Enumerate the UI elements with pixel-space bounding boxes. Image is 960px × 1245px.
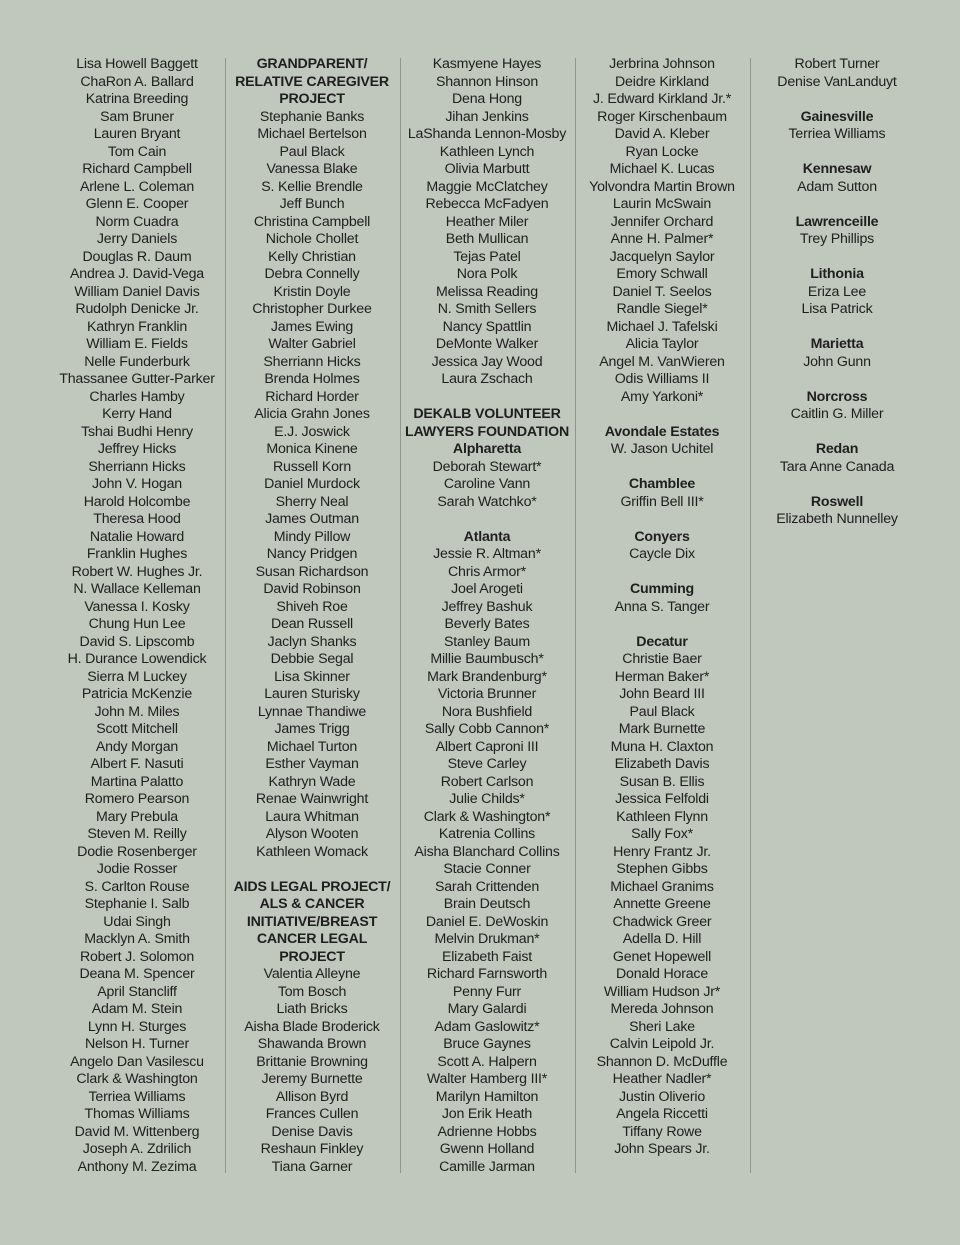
donor-name: Donald Horace: [615, 966, 709, 982]
section-heading: DEKALB VOLUNTEER: [413, 406, 561, 422]
donor-name: Odis Williams II: [614, 371, 710, 387]
donor-name: Nelson H. Turner: [84, 1036, 190, 1052]
donor-name: Scott Mitchell: [96, 721, 178, 737]
donor-name: Kristin Doyle: [273, 283, 351, 300]
section-heading: ALS & CANCER: [259, 896, 365, 912]
donor-name: Nelle Funderburk: [84, 353, 190, 370]
name-column-3: [399, 56, 575, 1176]
donor-name: Joel Arogeti: [451, 581, 523, 597]
section-heading: PROJECT: [279, 91, 345, 107]
donor-name: Dena Hong: [452, 91, 522, 107]
donor-name: Maggie McClatchey: [426, 178, 548, 195]
donor-name: Shannon D. McDuffle: [596, 1053, 728, 1070]
section-heading: AIDS LEGAL PROJECT/: [233, 878, 391, 895]
donor-name: Michael J. Tafelski: [606, 318, 718, 335]
donor-name: Romero Pearson: [84, 791, 190, 807]
donor-name: Valentia Alleyne: [263, 966, 361, 982]
section-heading: Conyers: [634, 528, 690, 545]
donor-name: Camille Jarman: [439, 1158, 535, 1175]
donor-name: Emory Schwall: [616, 266, 708, 282]
donor-name: Martina Palatto: [90, 773, 184, 790]
donor-name: Tom Cain: [107, 143, 167, 160]
donor-name: H. Durance Lowendick: [67, 651, 207, 667]
donor-name: Heather Nadler*: [612, 1071, 712, 1087]
donor-name: Alicia Taylor: [625, 336, 699, 352]
donor-name: David S. Lipscomb: [79, 633, 195, 650]
donor-name: Esther Vayman: [265, 756, 359, 772]
donor-name: Franklin Hughes: [86, 546, 188, 562]
donor-name: Elizabeth Nunnelley: [776, 511, 898, 527]
donor-name: Mereda Johnson: [610, 1001, 714, 1017]
donor-name: Tejas Patel: [453, 248, 521, 265]
donor-name: S. Carlton Rouse: [84, 878, 190, 895]
donor-name: Shiveh Roe: [276, 598, 348, 615]
donor-name: Lauren Sturisky: [264, 686, 360, 702]
donor-name: ChaRon A. Ballard: [80, 73, 194, 90]
donor-name: John Beard III: [619, 686, 705, 702]
donor-name: Christina Campbell: [253, 213, 371, 230]
donor-name: Jerry Daniels: [96, 231, 178, 247]
donor-name: Alyson Wooten: [265, 826, 359, 842]
donor-name: Steve Carley: [447, 756, 527, 772]
spacer: [749, 319, 925, 337]
donor-name: Douglas R. Daum: [82, 248, 192, 265]
donor-name: David A. Kleber: [614, 126, 710, 142]
donor-name: Sally Cobb Cannon*: [424, 721, 550, 737]
donor-name: Herman Baker*: [614, 668, 710, 685]
donor-name: Jeffrey Bashuk: [441, 598, 533, 615]
donor-name: Olivia Marbutt: [444, 161, 530, 177]
donor-name: Genet Hopewell: [612, 948, 712, 965]
donor-name: William Hudson Jr*: [603, 983, 721, 1000]
donor-name: Michael Bertelson: [257, 126, 367, 142]
donor-name: Brain Deutsch: [443, 896, 531, 912]
donor-name: Renae Wainwright: [255, 791, 369, 807]
donor-name: Jessica Jay Wood: [431, 353, 543, 370]
section-heading: Avondale Estates: [604, 423, 720, 440]
section-heading: Lithonia: [810, 266, 864, 282]
donor-name: Sarah Watchko*: [437, 493, 537, 510]
spacer: [399, 389, 575, 407]
donor-name: Caycle Dix: [629, 546, 695, 562]
donor-name: Sarah Crittenden: [434, 878, 540, 895]
donor-name: Jeremy Burnette: [261, 1071, 363, 1087]
donor-name: Laura Zschach: [441, 371, 533, 387]
donor-name: Thassanee Gutter-Parker: [59, 371, 215, 387]
donor-name: Denise Davis: [271, 1123, 353, 1140]
donor-name: Scott A. Halpern: [437, 1053, 537, 1070]
donor-name: James Trigg: [274, 721, 350, 737]
donor-name: Vanessa Blake: [266, 161, 358, 177]
donor-name: Allison Byrd: [275, 1088, 349, 1105]
section-heading: Redan: [815, 441, 859, 457]
donor-name: Jessica Felfoldi: [615, 791, 709, 807]
donor-name: Kathleen Womack: [256, 843, 368, 860]
donor-name: Amy Yarkoni*: [620, 388, 704, 405]
donor-name: Nora Bushfield: [441, 703, 533, 720]
donor-name: Jacquelyn Saylor: [609, 248, 715, 265]
donor-name: Muna H. Claxton: [610, 738, 714, 755]
donor-name: Christopher Durkee: [252, 301, 372, 317]
donor-name: Kasmyene Hayes: [432, 56, 542, 72]
section-heading: Marietta: [810, 336, 864, 352]
donor-name: Thomas Williams: [84, 1106, 190, 1122]
donor-name: Marilyn Hamilton: [435, 1088, 539, 1105]
donor-name: Stephanie I. Salb: [84, 896, 190, 912]
donor-name: LaShanda Lennon-Mosby: [407, 126, 567, 142]
donor-name: Jerbrina Johnson: [609, 56, 715, 72]
donor-name: Deborah Stewart*: [432, 458, 542, 475]
donor-name: Andrea J. David-Vega: [69, 266, 205, 282]
donor-name: Mary Galardi: [447, 1001, 527, 1017]
donor-name: Beth Mullican: [445, 231, 529, 247]
donor-name: Angela Riccetti: [616, 1106, 708, 1122]
donor-name: Sam Bruner: [100, 108, 174, 125]
donor-name: Debbie Segal: [270, 651, 354, 667]
donor-name: Walter Gabriel: [268, 336, 356, 352]
section-heading: Decatur: [636, 633, 688, 650]
donor-name: Adella D. Hill: [622, 931, 702, 947]
donor-name: Adrienne Hobbs: [437, 1123, 537, 1140]
donor-name: Stacie Conner: [443, 861, 531, 877]
donor-name: Robert Carlson: [440, 773, 534, 790]
donor-name: Nancy Spattlin: [442, 318, 532, 335]
donor-name: DeMonte Walker: [435, 336, 539, 352]
donor-name: Michael K. Lucas: [609, 161, 715, 177]
donor-name: Henry Frantz Jr.: [613, 843, 711, 860]
donor-name: David M. Wittenberg: [74, 1123, 200, 1140]
donor-name: Elizabeth Davis: [614, 756, 710, 772]
donor-name: Adam M. Stein: [91, 1001, 183, 1017]
donor-name: Dodie Rosenberger: [77, 843, 197, 860]
donor-name: Kerry Hand: [102, 406, 172, 422]
spacer: [574, 616, 750, 634]
donor-name: Glenn E. Cooper: [85, 196, 189, 212]
section-heading: GRANDPARENT/: [256, 56, 368, 72]
donor-name: Brittanie Browning: [256, 1053, 368, 1070]
donor-name: Robert W. Hughes Jr.: [71, 563, 203, 580]
donor-name: Angelo Dan Vasilescu: [70, 1053, 204, 1070]
spacer: [749, 476, 925, 494]
donor-name: Lisa Skinner: [274, 668, 350, 685]
spacer: [574, 511, 750, 529]
donor-name: Elizabeth Faist: [441, 948, 533, 965]
donor-name: Justin Oliverio: [618, 1088, 706, 1105]
donor-name: Griffin Bell III*: [620, 493, 704, 510]
donor-name: Daniel T. Seelos: [612, 283, 712, 300]
donor-name: Alicia Grahn Jones: [254, 406, 370, 422]
donor-name: S. Kellie Brendle: [261, 178, 363, 195]
donor-name: Laurin McSwain: [612, 196, 712, 212]
donor-name: Kathryn Franklin: [86, 318, 188, 335]
donor-name: Ryan Locke: [625, 143, 699, 160]
donor-name: Adam Gaslowitz*: [434, 1018, 540, 1035]
donor-name: Millie Baumbusch*: [430, 651, 544, 667]
section-heading: Roswell: [810, 493, 864, 510]
donor-name: Angel M. VanWieren: [599, 353, 725, 370]
section-heading: Lawrenceille: [795, 213, 879, 230]
donor-name: Mary Prebula: [96, 808, 178, 825]
donor-name: Lynnae Thandiwe: [257, 703, 367, 720]
donor-name: Brenda Holmes: [264, 371, 360, 387]
donor-name: Michael Granims: [610, 878, 714, 895]
section-heading: Kennesaw: [802, 161, 872, 177]
donor-name: Christie Baer: [622, 651, 702, 667]
spacer: [749, 424, 925, 442]
donor-name: Frances Cullen: [265, 1106, 359, 1122]
donor-name: Trey Phillips: [799, 231, 875, 247]
donor-name: Albert Caproni III: [435, 738, 539, 755]
donor-name: Roger Kirschenbaum: [597, 108, 727, 125]
section-heading: PROJECT: [279, 948, 345, 965]
donor-name: Harold Holcombe: [83, 493, 191, 510]
donor-name: Chung Hun Lee: [88, 616, 186, 632]
donor-name: Terriea Williams: [788, 126, 886, 142]
donor-name: J. Edward Kirkland Jr.*: [592, 91, 732, 107]
donor-name: Sherriann Hicks: [263, 353, 361, 370]
section-heading: INITIATIVE/BREAST: [246, 913, 378, 930]
donor-name: Annette Greene: [613, 896, 711, 912]
donor-name: N. Wallace Kelleman: [73, 581, 201, 597]
donor-name: Julie Childs*: [449, 791, 525, 807]
section-heading: LAWYERS FOUNDATION: [404, 423, 570, 440]
donor-name: Denise VanLanduyt: [777, 73, 897, 90]
donor-name: E.J. Joswick: [274, 423, 350, 440]
donor-name: Jodie Rosser: [96, 861, 178, 877]
donor-name: Melvin Drukman*: [434, 931, 540, 947]
donor-name: Daniel Murdock: [264, 476, 360, 492]
donor-name: Jeffrey Hicks: [97, 441, 177, 457]
donor-name: Sherry Neal: [275, 493, 349, 510]
donor-name: Jessie R. Altman*: [433, 546, 541, 562]
donor-name: Anna S. Tanger: [614, 598, 710, 615]
donor-name: James Ewing: [270, 318, 354, 335]
donor-name: Tara Anne Canada: [779, 458, 895, 475]
donor-name: Paul Black: [629, 703, 695, 720]
donor-name: Lisa Howell Baggett: [76, 56, 198, 72]
donor-name: Stephen Gibbs: [616, 861, 708, 877]
section-heading: Norcross: [806, 388, 868, 405]
donor-name: William Daniel Davis: [74, 283, 200, 300]
donor-name: Charles Hamby: [89, 388, 185, 405]
donor-name: Aisha Blanchard Collins: [414, 843, 560, 860]
donor-name: Nancy Pridgen: [266, 546, 358, 562]
donor-name: Richard Farnsworth: [426, 966, 548, 982]
donor-name: Tshai Budhi Henry: [81, 423, 193, 440]
donor-name: Clark & Washington: [76, 1071, 198, 1087]
donor-name: John M. Miles: [94, 703, 180, 720]
donor-name: Nora Polk: [456, 266, 518, 282]
donor-name: Lynn H. Sturges: [87, 1018, 187, 1035]
donor-name: Tiffany Rowe: [622, 1123, 702, 1140]
donor-name: Stanley Baum: [444, 633, 530, 650]
donor-name: Sierra M Luckey: [87, 668, 187, 685]
donor-name: Sherriann Hicks: [88, 458, 186, 475]
name-column-1: [49, 56, 225, 1176]
donor-name: Yolvondra Martin Brown: [589, 178, 735, 195]
donor-name: Tiana Garner: [271, 1158, 353, 1175]
donor-name: Terriea Williams: [88, 1088, 186, 1105]
donor-name: Reshaun Finkley: [260, 1141, 364, 1157]
donor-name: Dean Russell: [271, 616, 353, 632]
name-column-5: [749, 56, 925, 529]
donor-name: Theresa Hood: [93, 511, 181, 527]
donor-name: Melissa Reading: [436, 283, 538, 300]
donor-name: Kathleen Flynn: [616, 808, 708, 825]
donor-name: Paul Black: [279, 143, 345, 160]
donor-name: Caroline Vann: [443, 476, 531, 492]
donor-name: April Stancliff: [97, 983, 177, 1000]
donor-name: Daniel E. DeWoskin: [425, 913, 549, 930]
section-heading: Cumming: [629, 581, 695, 597]
donor-name: Michael Turton: [266, 738, 358, 755]
spacer: [749, 196, 925, 214]
donor-name: Jon Erik Heath: [441, 1106, 533, 1122]
donor-name: Richard Campbell: [82, 161, 192, 177]
donor-name: Debra Connelly: [264, 266, 360, 282]
donor-name: Vanessa I. Kosky: [84, 598, 190, 615]
donor-name: John V. Hogan: [92, 476, 182, 492]
spacer: [574, 459, 750, 477]
donor-name: Arlene L. Coleman: [79, 178, 195, 195]
section-heading: CANCER LEGAL: [256, 931, 368, 947]
donor-name: John Gunn: [803, 353, 871, 370]
section-heading: Alpharetta: [452, 441, 522, 457]
spacer: [749, 371, 925, 389]
donor-name: John Spears Jr.: [614, 1141, 710, 1157]
donor-name: Heather Miler: [445, 213, 529, 230]
donor-name: Susan B. Ellis: [619, 773, 705, 790]
donor-name: Mark Brandenburg*: [427, 668, 547, 685]
section-heading: Atlanta: [463, 528, 511, 545]
section-heading: Chamblee: [628, 476, 696, 492]
donor-name: Susan Richardson: [255, 563, 369, 580]
donor-name: Randle Siegel*: [616, 301, 708, 317]
donor-name: Penny Furr: [452, 983, 522, 1000]
spacer: [224, 861, 400, 879]
donor-name: Udai Singh: [103, 913, 171, 930]
donor-name: Caitlin G. Miller: [790, 406, 884, 422]
donor-name: Steven M. Reilly: [87, 826, 187, 842]
donor-name: Kathleen Lynch: [439, 143, 535, 160]
donor-name: N. Smith Sellers: [437, 301, 537, 317]
donor-name: Shannon Hinson: [435, 73, 539, 90]
donor-name: Gwenn Holland: [439, 1141, 535, 1157]
spacer: [749, 144, 925, 162]
spacer: [749, 249, 925, 267]
donor-name: Monica Kinene: [266, 441, 358, 457]
donor-name: Joseph A. Zdrilich: [82, 1141, 192, 1157]
donor-name: Aisha Blade Broderick: [244, 1018, 380, 1035]
donor-name: Norm Cuadra: [95, 213, 179, 230]
donor-name: Mark Burnette: [618, 721, 706, 737]
donor-name: Calvin Leipold Jr.: [609, 1036, 715, 1052]
spacer: [749, 91, 925, 109]
donor-name: Katrina Breeding: [85, 91, 189, 107]
donor-name: Katrenia Collins: [438, 826, 536, 842]
donor-name: Adam Sutton: [797, 178, 877, 195]
donor-name: Jeff Bunch: [279, 196, 345, 212]
donor-name: James Outman: [265, 511, 359, 527]
donor-name: Lauren Bryant: [93, 126, 181, 142]
spacer: [574, 406, 750, 424]
spacer: [574, 564, 750, 582]
donor-name: Liath Bricks: [276, 1001, 348, 1017]
donor-name: Albert F. Nasuti: [90, 756, 184, 772]
donor-name: Rebecca McFadyen: [425, 196, 549, 212]
donor-name: Stephanie Banks: [259, 108, 365, 125]
name-column-4: [574, 56, 750, 1159]
donor-name: Macklyn A. Smith: [84, 931, 190, 947]
donor-name: Anthony M. Zezima: [77, 1158, 197, 1175]
donor-name: W. Jason Uchitel: [610, 441, 714, 457]
donor-name: Andy Morgan: [95, 738, 179, 755]
donor-name: Beverly Bates: [444, 616, 530, 632]
donor-name: Russell Korn: [272, 458, 352, 475]
donor-name: Robert Turner: [794, 56, 880, 72]
donor-name: Nichole Chollet: [265, 231, 359, 247]
donor-name: Chris Armor*: [447, 563, 526, 580]
donor-name: Eriza Lee: [807, 283, 867, 300]
donor-name: Jaclyn Shanks: [267, 633, 357, 650]
donor-name: Kelly Christian: [268, 248, 356, 265]
donor-name: Patricia McKenzie: [81, 686, 193, 702]
donor-name: Deidre Kirkland: [615, 73, 709, 90]
name-column-2: [224, 56, 400, 1176]
donor-name: Kathryn Wade: [268, 773, 356, 790]
section-heading: Gainesville: [800, 108, 874, 125]
donor-name: Jennifer Orchard: [610, 213, 714, 230]
donor-name: Richard Horder: [265, 388, 359, 405]
donor-name: Mindy Pillow: [273, 528, 351, 545]
section-heading: RELATIVE CAREGIVER: [235, 73, 389, 90]
donor-name: William E. Fields: [86, 336, 188, 352]
donor-name: Lisa Patrick: [801, 301, 873, 317]
donor-name: Deana M. Spencer: [79, 966, 195, 982]
donor-name: Tom Bosch: [277, 983, 347, 1000]
donor-name: Shawanda Brown: [257, 1036, 367, 1052]
donor-name: Jihan Jenkins: [445, 108, 529, 125]
donor-name: Anne H. Palmer*: [610, 231, 714, 247]
donor-name: Rudolph Denicke Jr.: [75, 301, 199, 317]
donor-name: Natalie Howard: [89, 528, 185, 545]
donor-name: Chadwick Greer: [612, 913, 712, 930]
donor-name: Sally Fox*: [631, 826, 693, 842]
donor-name: Laura Whitman: [265, 808, 359, 825]
donor-name: Sheri Lake: [629, 1018, 695, 1035]
donor-name: David Robinson: [263, 581, 361, 597]
donor-name: Victoria Brunner: [437, 686, 537, 702]
donor-name: Robert J. Solomon: [79, 948, 195, 965]
donor-name: Bruce Gaynes: [443, 1036, 531, 1052]
donor-name: Clark & Washington*: [423, 808, 551, 825]
spacer: [399, 511, 575, 529]
donor-name: Walter Hamberg III*: [426, 1071, 548, 1087]
